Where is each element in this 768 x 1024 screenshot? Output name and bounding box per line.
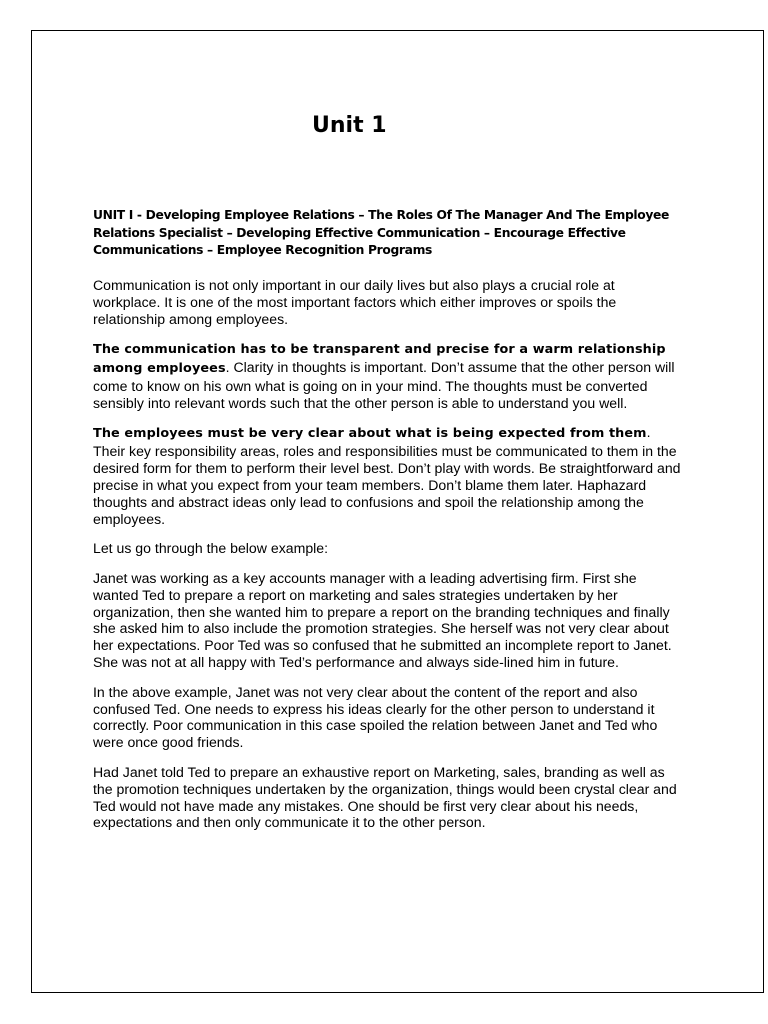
paragraph-7: [93, 764, 683, 832]
paragraph-4: [93, 540, 683, 557]
paragraph-1: [93, 277, 683, 328]
paragraph-1-text: Communication is not only important in our daily lives but also plays a crucial role at workplace. It is one of the most important factors which either improves or spoils the relationship among employees.: [93, 277, 617, 327]
paragraph-2-text: . Clarity in thoughts is important. Don’t assume that the other person will come to know on his own what is going on in your mind. The thoughts must be converted sensibly into relevant words such that the other person is able to understand you well.: [93, 359, 675, 411]
page-title: Unit 1: [312, 113, 387, 138]
unit-heading: UNIT I - Developing Employee Relations – The Roles Of The Manager And The Employee Relations Specialist – Developing Effective Communication – Encourage Effective Communications – Employee Recognition Programs: [93, 208, 670, 257]
paragraph-3-bold-lead: The employees must be very clear about what is being expected from them: [93, 426, 647, 442]
paragraph-6-text: In the above example, Janet was not very clear about the content of the report and also confused Ted. One needs to express his ideas clearly for the other person to understand it correctly. Poor communication in this case spoiled the relation between Janet and Ted who were once good friends.: [93, 683, 658, 751]
body-text: [93, 277, 683, 844]
paragraph-3: [93, 424, 683, 527]
paragraph-2-bold-lead: The communication has to be transparent and precise for a warm relationship among employees: [93, 342, 666, 377]
paragraph-7-text: Had Janet told Ted to prepare an exhaustive report on Marketing, sales, branding as well as the promotion techniques undertaken by the organization, things would been crystal clear and Ted would not have made any mistakes. One should be first very clear about his needs, expectations and then only communicate it to the other person.: [93, 763, 677, 831]
paragraph-5: [93, 570, 683, 671]
paragraph-5-text: Janet was working as a key accounts manager with a leading advertising firm. First she wanted Ted to prepare a report on marketing and sales strategies undertaken by her organization, then she wanted him to prepare a report on the branding techniques and finally she asked him to also include the promotion strategies. She herself was not very clear about her expectations. Poor Ted was so confused that he submitted an incomplete report to Janet. She was not at all happy with Ted’s performance and always side-lined him in future.: [93, 569, 672, 671]
paragraph-3-text: . Their key responsibility areas, roles and responsibilities must be communicated to them in the desired form for them to perform their level best. Don’t play with words. Be straightforward and precise in what you expect from your team members. Don’t blame them later. Haphazard thoughts and abstract ideas only lead to confusions and spoil the relationship among the employees.: [93, 424, 681, 527]
paragraph-6: [93, 684, 683, 752]
paragraph-4-text: Let us go through the below example:: [93, 540, 329, 557]
paragraph-2: [93, 340, 683, 412]
